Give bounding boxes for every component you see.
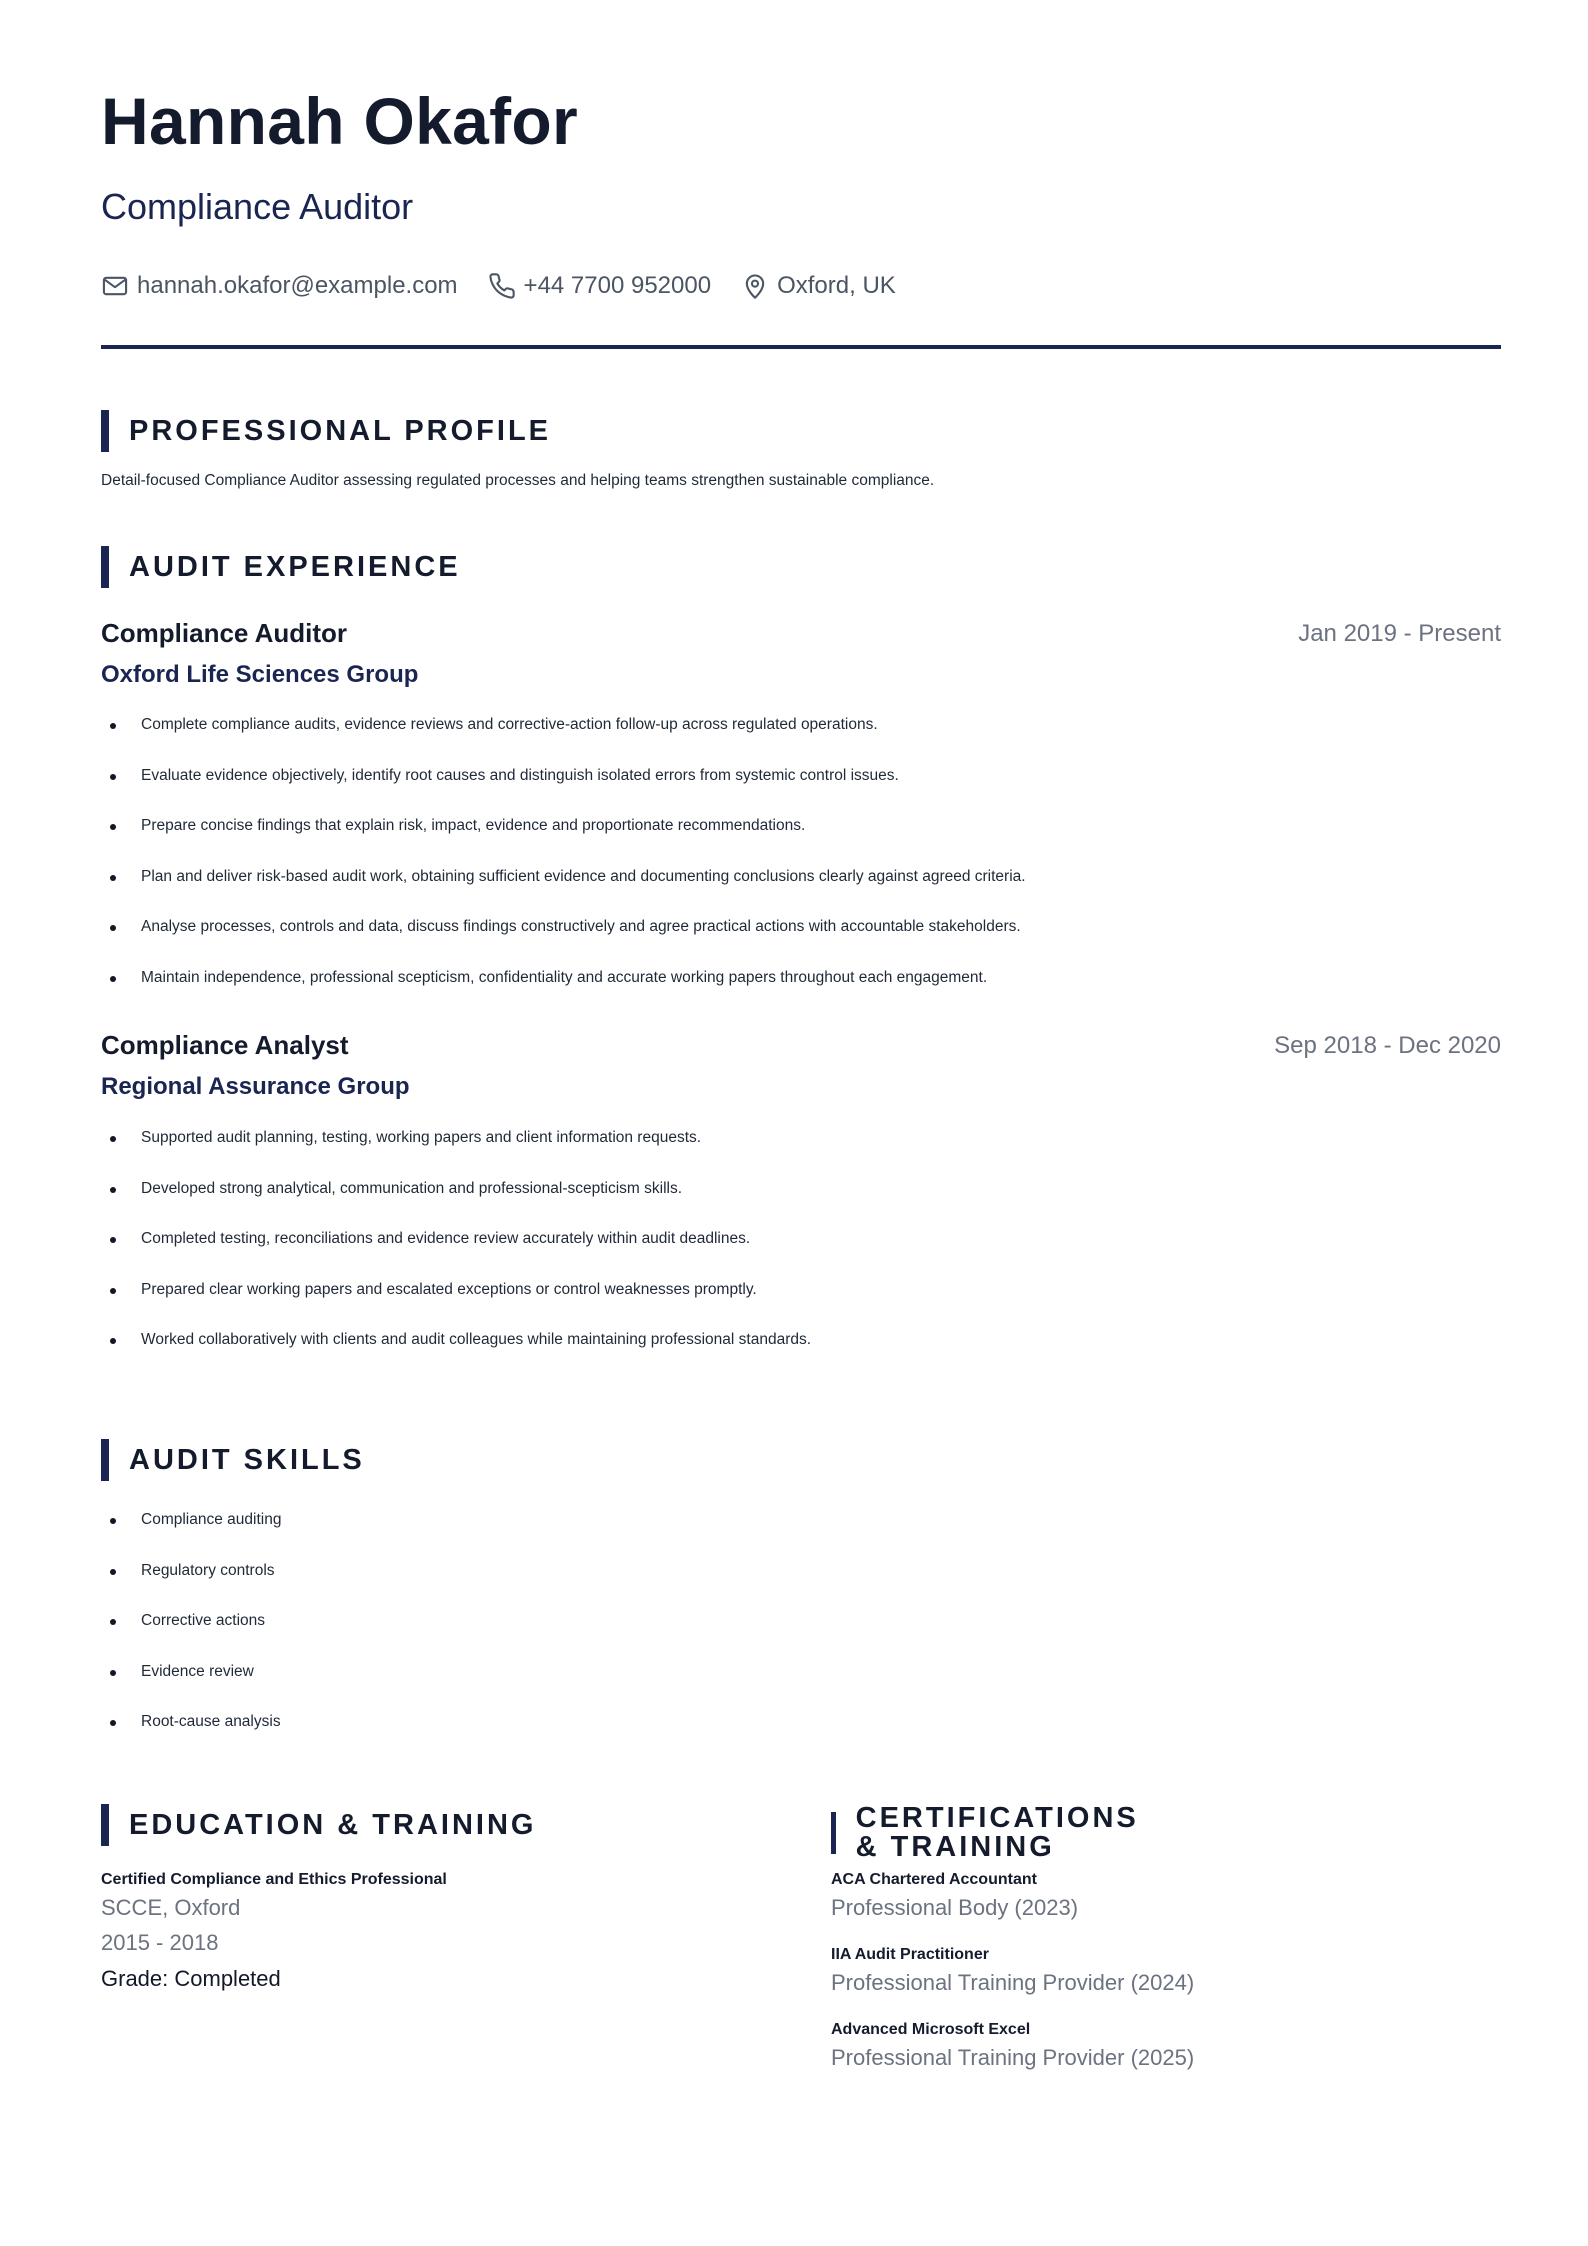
section-profile-heading (101, 410, 551, 452)
section-accent-bar (101, 1804, 109, 1846)
education-institution: SCCE, Oxford (101, 1895, 241, 1920)
section-certifications-heading (831, 1804, 1142, 1862)
section-title: CERTIFICATIONS & TRAINING (855, 1802, 1139, 1863)
contact-location (741, 272, 896, 300)
job-bullets (101, 716, 1026, 1019)
list-item: Prepared clear working papers and escalated exceptions or control weaknesses promptly. (101, 1281, 811, 1332)
mail-icon (101, 272, 129, 300)
list-item: Evaluate evidence objectively, identify root causes and distinguish isolated errors from systemic control issues. (101, 767, 1026, 818)
section-accent-bar (101, 410, 109, 452)
contact-phone[interactable] (488, 272, 712, 300)
map-pin-icon (741, 272, 769, 300)
section-skills-heading (101, 1439, 365, 1481)
header-divider (101, 345, 1501, 349)
certification-issuer: Professional Body (2023) (831, 1895, 1079, 1920)
section-accent-bar (101, 546, 109, 588)
section-education-heading (101, 1804, 536, 1846)
profile-summary: Detail-focused Compliance Auditor assessing regulated processes and helping teams strengthen sustainable compliance. (101, 472, 935, 489)
job-company: Regional Assurance Group (101, 1073, 410, 1100)
certification-title: Advanced Microsoft Excel (831, 2021, 1031, 2038)
candidate-title: Compliance Auditor (101, 186, 414, 227)
section-title: AUDIT EXPERIENCE (129, 550, 461, 583)
contact-row (101, 272, 926, 300)
certification-title: ACA Chartered Accountant (831, 1871, 1037, 1888)
contact-email[interactable] (101, 272, 458, 300)
job-company: Oxford Life Sciences Group (101, 661, 419, 688)
section-accent-bar (101, 1439, 109, 1481)
skill-item: Root-cause analysis (101, 1713, 281, 1764)
section-accent-bar (831, 1812, 836, 1854)
skill-item: Corrective actions (101, 1612, 281, 1663)
job-role: Compliance Analyst (101, 1030, 349, 1060)
location-text: Oxford, UK (777, 272, 896, 299)
email-text[interactable]: hannah.okafor@example.com (137, 272, 458, 299)
education-title: Certified Compliance and Ethics Professional (101, 1871, 447, 1888)
list-item: Plan and deliver risk-based audit work, obtaining sufficient evidence and documenting conclusions clearly against agreed criteria. (101, 868, 1026, 919)
list-item: Complete compliance audits, evidence reviews and corrective-action follow-up across regulated operations. (101, 716, 1026, 767)
section-title: EDUCATION & TRAINING (129, 1808, 537, 1841)
list-item: Developed strong analytical, communication and professional-scepticism skills. (101, 1180, 811, 1231)
job-bullets (101, 1129, 811, 1382)
phone-icon (488, 272, 516, 300)
section-experience-heading (101, 546, 461, 588)
list-item: Maintain independence, professional scepticism, confidentiality and accurate working papers throughout each engagement. (101, 969, 1026, 1020)
list-item: Analyse processes, controls and data, discuss findings constructively and agree practical actions with accountable stakeholders. (101, 918, 1026, 969)
list-item: Worked collaboratively with clients and audit colleagues while maintaining professional standards. (101, 1331, 811, 1382)
job-dates: Jan 2019 - Present (1298, 620, 1501, 647)
list-item: Supported audit planning, testing, working papers and client information requests. (101, 1129, 811, 1180)
skill-item: Compliance auditing (101, 1511, 281, 1562)
certification-issuer: Professional Training Provider (2025) (831, 2045, 1195, 2070)
education-grade: Grade: Completed (101, 1966, 281, 1991)
job-dates: Sep 2018 - Dec 2020 (1274, 1032, 1501, 1059)
job-role: Compliance Auditor (101, 618, 348, 648)
skill-item: Regulatory controls (101, 1562, 281, 1613)
section-title: AUDIT SKILLS (129, 1443, 365, 1476)
education-dates: 2015 - 2018 (101, 1930, 219, 1955)
list-item: Completed testing, reconciliations and evidence review accurately within audit deadlines. (101, 1230, 811, 1281)
skill-item: Evidence review (101, 1663, 281, 1714)
list-item: Prepare concise findings that explain risk, impact, evidence and proportionate recommendations. (101, 817, 1026, 868)
skills-list (101, 1511, 281, 1764)
section-title: PROFESSIONAL PROFILE (129, 414, 552, 447)
certification-issuer: Professional Training Provider (2024) (831, 1970, 1195, 1995)
candidate-name: Hannah Okafor (101, 84, 578, 158)
certification-title: IIA Audit Practitioner (831, 1946, 989, 1963)
phone-text[interactable]: +44 7700 952000 (523, 272, 712, 299)
